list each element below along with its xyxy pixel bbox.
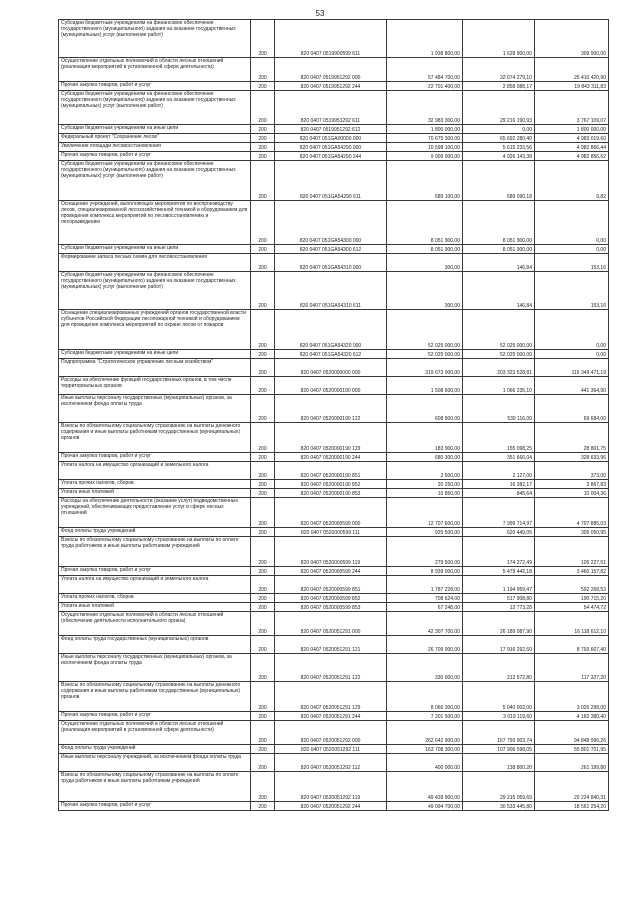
row-budget-code: 820 0407 0520000190 000 bbox=[275, 377, 387, 395]
row-line-code: 200 bbox=[251, 395, 275, 423]
row-executed-amount: 8 051 900,00 bbox=[463, 201, 535, 245]
row-name: Уплата налога на имущество организаций и земельного налога bbox=[59, 576, 251, 594]
row-name: Подпрограмма "Стратегическое управление лесным хозяйством" bbox=[59, 359, 251, 377]
row-remaining-amount: 18 561 254,20 bbox=[535, 802, 609, 811]
row-budget-code: 820 0407 0519951292 612 bbox=[275, 125, 387, 134]
row-name: Осуществление отдельных полномочий в области лесных отношений (реализация мероприятий в установленной сфере деятельности) bbox=[59, 721, 251, 745]
row-line-code: 200 bbox=[251, 58, 275, 82]
row-name: Уплата налога на имущество организаций и земельного налога bbox=[59, 462, 251, 480]
row-budget-code: 820 0407 0520000599 853 bbox=[275, 603, 387, 612]
row-approved-amount: 183 900,00 bbox=[387, 423, 463, 453]
row-executed-amount: 138 800,20 bbox=[463, 754, 535, 772]
row-line-code: 200 bbox=[251, 423, 275, 453]
row-budget-code: 820 0407 0519951292 000 bbox=[275, 58, 387, 82]
table-row bbox=[59, 423, 609, 453]
table-row bbox=[59, 721, 609, 745]
row-line-code: 200 bbox=[251, 576, 275, 594]
row-approved-amount: 300,00 bbox=[387, 254, 463, 272]
row-approved-amount: 12 707 600,00 bbox=[387, 498, 463, 528]
row-executed-amount: 174 272,49 bbox=[463, 537, 535, 567]
table-row bbox=[59, 359, 609, 377]
row-line-code: 200 bbox=[251, 603, 275, 612]
row-budget-code: 820 0407 0520051291 000 bbox=[275, 612, 387, 636]
row-name: Субсидии бюджетным учреждениям на финансовое обеспечение государственного (муниципального) задания на оказание государственных (муниципальных) услуг (выполнение работ) bbox=[59, 161, 251, 201]
table-row bbox=[59, 567, 609, 576]
row-executed-amount: 3 019 119,60 bbox=[463, 712, 535, 721]
row-name: Иные выплаты персоналу государственных (муниципальных) органов, за исключением фонда оплаты труда bbox=[59, 395, 251, 423]
row-approved-amount: 10 598 100,00 bbox=[387, 143, 463, 152]
row-executed-amount: 517 908,80 bbox=[463, 594, 535, 603]
row-name: Уплата иных платежей bbox=[59, 489, 251, 498]
row-approved-amount: 26 709 900,00 bbox=[387, 636, 463, 654]
row-name: Взносы по обязательному социальному страхованию на выплаты денежного содержания и иные выплаты работникам государственных (муниципальных) органов bbox=[59, 423, 251, 453]
row-executed-amount: 17 916 292,60 bbox=[463, 636, 535, 654]
row-remaining-amount: 20 224 840,31 bbox=[535, 772, 609, 802]
row-remaining-amount: 261 199,80 bbox=[535, 754, 609, 772]
row-remaining-amount: 3 767 109,07 bbox=[535, 91, 609, 125]
table-row bbox=[59, 310, 609, 350]
row-approved-amount: 52 025 000,00 bbox=[387, 350, 463, 359]
table-row bbox=[59, 528, 609, 537]
row-name: Иные выплаты персоналу учреждений, за исключением фонда оплаты труда bbox=[59, 754, 251, 772]
row-budget-code: 820 0407 0520051292 112 bbox=[275, 754, 387, 772]
row-remaining-amount: 4 983 019,60 bbox=[535, 134, 609, 143]
row-name: Увеличение площади лесовосстановления bbox=[59, 143, 251, 152]
row-line-code: 200 bbox=[251, 772, 275, 802]
row-name: Прочая закупка товаров, работ и услуг bbox=[59, 802, 251, 811]
row-executed-amount: 155 098,25 bbox=[463, 423, 535, 453]
row-name: Взносы по обязательному социальному страхованию на выплаты денежного содержания и иные выплаты работникам государственных (муниципальных) органов bbox=[59, 682, 251, 712]
row-executed-amount: 32 074 279,10 bbox=[463, 58, 535, 82]
row-remaining-amount: 19 843 311,83 bbox=[535, 82, 609, 91]
row-name: Формирование запаса лесных семян для лесовосстановления bbox=[59, 254, 251, 272]
row-name: Прочая закупка товаров, работ и услуг bbox=[59, 567, 251, 576]
table-row bbox=[59, 58, 609, 82]
row-budget-code: 820 0407 0519951292 244 bbox=[275, 82, 387, 91]
row-name: Субсидии бюджетным учреждениям на иные цели bbox=[59, 125, 251, 134]
row-executed-amount: 5 479 442,18 bbox=[463, 567, 535, 576]
row-name: Оснащение специализированных учреждений органов государственной власти субъектов Российской Федерации лесопожарной техникой и оборудованием для проведения комплекса мероприятий по охране лесов от пожаров bbox=[59, 310, 251, 350]
row-budget-code: 820 0407 0520000000 000 bbox=[275, 359, 387, 377]
page-number: 53 bbox=[315, 9, 325, 18]
row-approved-amount: 57 484 700,00 bbox=[387, 58, 463, 82]
row-line-code: 200 bbox=[251, 802, 275, 811]
row-line-code: 200 bbox=[251, 712, 275, 721]
row-remaining-amount: 3 867,83 bbox=[535, 480, 609, 489]
table-row bbox=[59, 453, 609, 462]
row-executed-amount: 26 189 087,90 bbox=[463, 612, 535, 636]
row-line-code: 200 bbox=[251, 254, 275, 272]
row-approved-amount: 70 675 300,00 bbox=[387, 134, 463, 143]
table-body bbox=[59, 20, 609, 811]
row-executed-amount: 52 025 000,00 bbox=[463, 310, 535, 350]
row-budget-code: 820 0407 0520051292 244 bbox=[275, 802, 387, 811]
row-remaining-amount: 4 982 866,44 bbox=[535, 143, 609, 152]
table-row bbox=[59, 377, 609, 395]
table-row bbox=[59, 480, 609, 489]
row-line-code: 200 bbox=[251, 498, 275, 528]
row-budget-code: 820 0407 051GA54290 244 bbox=[275, 152, 387, 161]
row-approved-amount: 708 624,00 bbox=[387, 594, 463, 603]
row-line-code: 200 bbox=[251, 567, 275, 576]
row-approved-amount: 20 250,00 bbox=[387, 480, 463, 489]
row-line-code: 200 bbox=[251, 636, 275, 654]
row-approved-amount: 1 938 800,00 bbox=[387, 20, 463, 58]
row-budget-code: 820 0407 0520051291 244 bbox=[275, 712, 387, 721]
row-executed-amount: 30 533 445,80 bbox=[463, 802, 535, 811]
table-row bbox=[59, 636, 609, 654]
row-line-code: 200 bbox=[251, 91, 275, 125]
row-remaining-amount: 69 684,00 bbox=[535, 395, 609, 423]
row-name: Уплата иных платежей bbox=[59, 603, 251, 612]
table-row bbox=[59, 143, 609, 152]
row-line-code: 200 bbox=[251, 82, 275, 91]
row-approved-amount: 1 800 000,00 bbox=[387, 125, 463, 134]
table-row bbox=[59, 712, 609, 721]
row-executed-amount: 539 116,00 bbox=[463, 395, 535, 423]
row-approved-amount: 279 500,00 bbox=[387, 537, 463, 567]
row-name: Фонд оплаты труда учреждений bbox=[59, 745, 251, 754]
row-remaining-amount: 373,00 bbox=[535, 462, 609, 480]
row-line-code: 200 bbox=[251, 654, 275, 682]
row-executed-amount: 7 999 714,97 bbox=[463, 498, 535, 528]
row-name: Уплата прочих налогов, сборов bbox=[59, 480, 251, 489]
row-executed-amount: 1 628 900,00 bbox=[463, 20, 535, 58]
row-approved-amount: 32 983 300,00 bbox=[387, 91, 463, 125]
table-row bbox=[59, 462, 609, 480]
table-row bbox=[59, 245, 609, 254]
row-remaining-amount: 117 327,20 bbox=[535, 654, 609, 682]
row-budget-code: 820 0407 0519951292 611 bbox=[275, 91, 387, 125]
row-line-code: 200 bbox=[251, 528, 275, 537]
row-approved-amount: 67 248,00 bbox=[387, 603, 463, 612]
row-approved-amount: 10 850,00 bbox=[387, 489, 463, 498]
row-approved-amount: 9 909 000,00 bbox=[387, 152, 463, 161]
row-approved-amount: 925 500,00 bbox=[387, 528, 463, 537]
row-budget-code: 820 0407 0520000599 111 bbox=[275, 528, 387, 537]
row-executed-amount: 5 040 002,00 bbox=[463, 682, 535, 712]
row-line-code: 200 bbox=[251, 272, 275, 310]
row-remaining-amount: 153,16 bbox=[535, 254, 609, 272]
table-row bbox=[59, 152, 609, 161]
row-remaining-amount: 592 268,53 bbox=[535, 576, 609, 594]
row-executed-amount: 2 858 088,17 bbox=[463, 82, 535, 91]
row-name: Прочая закупка товаров, работ и услуг bbox=[59, 152, 251, 161]
row-budget-code: 820 0407 0520051291 129 bbox=[275, 682, 387, 712]
row-budget-code: 820 0407 0520000190 244 bbox=[275, 453, 387, 462]
row-budget-code: 820 0407 0520051292 111 bbox=[275, 745, 387, 754]
row-budget-code: 820 0407 051GA00000 000 bbox=[275, 134, 387, 143]
row-budget-code: 820 0407 051GA54320 612 bbox=[275, 350, 387, 359]
row-approved-amount: 1 508 600,00 bbox=[387, 377, 463, 395]
row-executed-amount: 65 692 280,40 bbox=[463, 134, 535, 143]
row-budget-code: 820 0407 051GA54310 611 bbox=[275, 272, 387, 310]
row-line-code: 200 bbox=[251, 754, 275, 772]
row-budget-code: 820 0407 051GA54290 000 bbox=[275, 143, 387, 152]
row-line-code: 200 bbox=[251, 20, 275, 58]
row-executed-amount: 8 051 900,00 bbox=[463, 245, 535, 254]
row-line-code: 200 bbox=[251, 161, 275, 201]
row-name: Взносы по обязательному социальному страхованию на выплаты по оплате труда работников и иные выплаты работникам учреждений bbox=[59, 772, 251, 802]
row-budget-code: 820 0407 0520000190 853 bbox=[275, 489, 387, 498]
row-approved-amount: 1 787 228,00 bbox=[387, 576, 463, 594]
row-remaining-amount: 441 364,90 bbox=[535, 377, 609, 395]
row-executed-amount: 5 615 233,56 bbox=[463, 143, 535, 152]
row-line-code: 200 bbox=[251, 462, 275, 480]
row-line-code: 200 bbox=[251, 310, 275, 350]
row-approved-amount: 49 439 900,00 bbox=[387, 772, 463, 802]
row-executed-amount: 620 449,05 bbox=[463, 528, 535, 537]
row-remaining-amount: 94 848 996,26 bbox=[535, 721, 609, 745]
row-remaining-amount: 0,00 bbox=[535, 310, 609, 350]
row-remaining-amount: 4 982 856,62 bbox=[535, 152, 609, 161]
row-budget-code: 820 0407 0520000599 851 bbox=[275, 576, 387, 594]
row-approved-amount: 8 939 000,00 bbox=[387, 567, 463, 576]
row-approved-amount: 300,00 bbox=[387, 272, 463, 310]
row-line-code: 200 bbox=[251, 134, 275, 143]
row-remaining-amount: 25 410 420,90 bbox=[535, 58, 609, 82]
table-row bbox=[59, 395, 609, 423]
row-remaining-amount: 4 182 380,40 bbox=[535, 712, 609, 721]
table-row bbox=[59, 91, 609, 125]
row-executed-amount: 146,84 bbox=[463, 254, 535, 272]
row-remaining-amount: 105 227,51 bbox=[535, 537, 609, 567]
row-budget-code: 820 0407 0519900599 611 bbox=[275, 20, 387, 58]
row-approved-amount: 8 051 900,00 bbox=[387, 245, 463, 254]
row-line-code: 200 bbox=[251, 489, 275, 498]
row-approved-amount: 330 000,00 bbox=[387, 654, 463, 682]
row-line-code: 200 bbox=[251, 152, 275, 161]
row-remaining-amount: 328 633,96 bbox=[535, 453, 609, 462]
table-row bbox=[59, 254, 609, 272]
row-name: Фонд оплаты труда государственных (муниципальных) органов bbox=[59, 636, 251, 654]
row-remaining-amount: 0,00 bbox=[535, 350, 609, 359]
row-executed-amount: 212 672,80 bbox=[463, 654, 535, 682]
row-executed-amount: 12 773,28 bbox=[463, 603, 535, 612]
table-row bbox=[59, 20, 609, 58]
table-row bbox=[59, 161, 609, 201]
row-approved-amount: 400 000,00 bbox=[387, 754, 463, 772]
budget-execution-table bbox=[58, 19, 609, 811]
row-approved-amount: 608 900,00 bbox=[387, 395, 463, 423]
table-row bbox=[59, 745, 609, 754]
row-remaining-amount: 0,00 bbox=[535, 245, 609, 254]
row-remaining-amount: 305 050,95 bbox=[535, 528, 609, 537]
row-budget-code: 820 0407 0520000599 244 bbox=[275, 567, 387, 576]
row-remaining-amount: 10 004,36 bbox=[535, 489, 609, 498]
row-name: Расходы на обеспечение деятельности (оказание услуг) подведомственных учреждений, обеспечивающих предоставление услуг в сфере лесных отношений bbox=[59, 498, 251, 528]
row-budget-code: 820 0407 051GA54310 000 bbox=[275, 254, 387, 272]
row-budget-code: 820 0407 051GA54320 000 bbox=[275, 310, 387, 350]
row-budget-code: 820 0407 0520051291 121 bbox=[275, 636, 387, 654]
row-name: Субсидии бюджетным учреждениям на финансовое обеспечение государственного (муниципального) задания на оказание государственных (муниципальных) услуг (выполнение работ) bbox=[59, 91, 251, 125]
row-name: Расходы на обеспечение функций государственных органов, в том числе территориальных органов bbox=[59, 377, 251, 395]
table-row bbox=[59, 125, 609, 134]
row-approved-amount: 2 500,00 bbox=[387, 462, 463, 480]
row-line-code: 200 bbox=[251, 377, 275, 395]
row-remaining-amount: 1 800 000,00 bbox=[535, 125, 609, 134]
row-name: Прочая закупка товаров, работ и услуг bbox=[59, 82, 251, 91]
row-remaining-amount: 28 801,75 bbox=[535, 423, 609, 453]
row-budget-code: 820 0407 0520000599 119 bbox=[275, 537, 387, 567]
row-line-code: 200 bbox=[251, 745, 275, 754]
row-name: Фонд оплаты труда учреждений bbox=[59, 528, 251, 537]
row-executed-amount: 689 090,18 bbox=[463, 161, 535, 201]
row-approved-amount: 7 201 500,00 bbox=[387, 712, 463, 721]
table-row bbox=[59, 594, 609, 603]
table-row bbox=[59, 654, 609, 682]
row-line-code: 200 bbox=[251, 480, 275, 489]
row-budget-code: 820 0407 051GA54300 612 bbox=[275, 245, 387, 254]
table-row bbox=[59, 272, 609, 310]
row-approved-amount: 8 066 300,00 bbox=[387, 682, 463, 712]
row-executed-amount: 107 906 598,05 bbox=[463, 745, 535, 754]
row-approved-amount: 42 307 700,00 bbox=[387, 612, 463, 636]
row-line-code: 200 bbox=[251, 245, 275, 254]
row-budget-code: 820 0407 051GA54290 611 bbox=[275, 161, 387, 201]
row-name: Прочая закупка товаров, работ и услуг bbox=[59, 712, 251, 721]
row-name: Оснащение учреждений, выполняющих мероприятия по воспроизводству лесов, специализированной лесохозяйственной техникой и оборудованием для проведения комплекса мероприятий по лесовосстановлению и лесоразведению bbox=[59, 201, 251, 245]
row-name: Взносы по обязательному социальному страхованию на выплаты по оплате труда работников и иные выплаты работникам учреждений bbox=[59, 537, 251, 567]
row-name: Субсидии бюджетным учреждениям на иные цели bbox=[59, 350, 251, 359]
row-remaining-amount: 116 349 471,19 bbox=[535, 359, 609, 377]
row-approved-amount: 8 051 900,00 bbox=[387, 201, 463, 245]
row-remaining-amount: 8 793 607,40 bbox=[535, 636, 609, 654]
row-budget-code: 820 0407 0520000190 851 bbox=[275, 462, 387, 480]
table-row bbox=[59, 201, 609, 245]
table-row bbox=[59, 772, 609, 802]
row-budget-code: 820 0407 051GA54300 000 bbox=[275, 201, 387, 245]
row-approved-amount: 319 673 000,00 bbox=[387, 359, 463, 377]
row-remaining-amount: 153,16 bbox=[535, 272, 609, 310]
row-name: Прочая закупка товаров, работ и услуг bbox=[59, 453, 251, 462]
table-row bbox=[59, 603, 609, 612]
row-line-code: 200 bbox=[251, 612, 275, 636]
row-name: Осуществление отдельных полномочий в области лесных отношений (обеспечение деятельности исполнительного органа) bbox=[59, 612, 251, 636]
row-budget-code: 820 0407 0520000190 129 bbox=[275, 423, 387, 453]
table-row bbox=[59, 802, 609, 811]
row-executed-amount: 351 666,04 bbox=[463, 453, 535, 462]
row-name: Уплата прочих налогов, сборов bbox=[59, 594, 251, 603]
row-approved-amount: 163 708 300,00 bbox=[387, 745, 463, 754]
row-remaining-amount: 309 900,00 bbox=[535, 20, 609, 58]
row-executed-amount: 52 025 000,00 bbox=[463, 350, 535, 359]
row-approved-amount: 52 025 000,00 bbox=[387, 310, 463, 350]
row-line-code: 200 bbox=[251, 359, 275, 377]
row-approved-amount: 689 100,00 bbox=[387, 161, 463, 201]
row-name: Иные выплаты персоналу государственных (муниципальных) органов, за исключением фонда оплаты труда bbox=[59, 654, 251, 682]
row-executed-amount: 1 066 235,10 bbox=[463, 377, 535, 395]
row-remaining-amount: 3 026 298,00 bbox=[535, 682, 609, 712]
row-line-code: 200 bbox=[251, 594, 275, 603]
table-row bbox=[59, 498, 609, 528]
row-name: Субсидии бюджетным учреждениям на финансовое обеспечение государственного (муниципального) задания на оказание государственных (муниципальных) услуг (выполнение работ) bbox=[59, 20, 251, 58]
row-executed-amount: 16 382,17 bbox=[463, 480, 535, 489]
row-name: Субсидии бюджетным учреждениям на финансовое обеспечение государственного (муниципального) задания на оказание государственных (муниципальных) услуг (выполнение работ) bbox=[59, 272, 251, 310]
row-budget-code: 820 0407 0520051292 119 bbox=[275, 772, 387, 802]
row-approved-amount: 262 642 900,00 bbox=[387, 721, 463, 745]
table-row bbox=[59, 537, 609, 567]
row-line-code: 200 bbox=[251, 721, 275, 745]
row-budget-code: 820 0407 0520000599 000 bbox=[275, 498, 387, 528]
row-approved-amount: 680 300,00 bbox=[387, 453, 463, 462]
row-line-code: 200 bbox=[251, 201, 275, 245]
row-remaining-amount: 190 715,20 bbox=[535, 594, 609, 603]
row-executed-amount: 1 194 959,47 bbox=[463, 576, 535, 594]
row-executed-amount: 4 926 143,38 bbox=[463, 152, 535, 161]
row-executed-amount: 2 127,00 bbox=[463, 462, 535, 480]
row-remaining-amount: 3 460 157,82 bbox=[535, 567, 609, 576]
row-executed-amount: 29 215 059,69 bbox=[463, 772, 535, 802]
table-row bbox=[59, 134, 609, 143]
row-budget-code: 820 0407 0520000599 852 bbox=[275, 594, 387, 603]
table-row bbox=[59, 576, 609, 594]
row-remaining-amount: 0,00 bbox=[535, 201, 609, 245]
table-row bbox=[59, 82, 609, 91]
row-remaining-amount: 55 801 701,95 bbox=[535, 745, 609, 754]
row-budget-code: 820 0407 0520000190 852 bbox=[275, 480, 387, 489]
row-line-code: 200 bbox=[251, 350, 275, 359]
row-budget-code: 820 0407 0520051292 000 bbox=[275, 721, 387, 745]
row-line-code: 200 bbox=[251, 537, 275, 567]
row-line-code: 200 bbox=[251, 125, 275, 134]
row-remaining-amount: 9,82 bbox=[535, 161, 609, 201]
table-row bbox=[59, 682, 609, 712]
table-row bbox=[59, 754, 609, 772]
row-approved-amount: 22 701 400,00 bbox=[387, 82, 463, 91]
row-executed-amount: 0,00 bbox=[463, 125, 535, 134]
row-line-code: 200 bbox=[251, 143, 275, 152]
row-remaining-amount: 54 474,72 bbox=[535, 603, 609, 612]
table-row bbox=[59, 489, 609, 498]
row-executed-amount: 845,64 bbox=[463, 489, 535, 498]
row-executed-amount: 203 323 528,81 bbox=[463, 359, 535, 377]
row-executed-amount: 167 793 903,74 bbox=[463, 721, 535, 745]
table-row bbox=[59, 350, 609, 359]
row-executed-amount: 146,84 bbox=[463, 272, 535, 310]
table-row bbox=[59, 612, 609, 636]
row-budget-code: 820 0407 0520000190 122 bbox=[275, 395, 387, 423]
row-remaining-amount: 4 707 885,03 bbox=[535, 498, 609, 528]
row-name: Федеральный проект "Сохранение лесов" bbox=[59, 134, 251, 143]
row-line-code: 200 bbox=[251, 453, 275, 462]
row-approved-amount: 49 094 700,00 bbox=[387, 802, 463, 811]
row-executed-amount: 29 216 190,93 bbox=[463, 91, 535, 125]
row-budget-code: 820 0407 0520051291 122 bbox=[275, 654, 387, 682]
row-line-code: 200 bbox=[251, 682, 275, 712]
row-remaining-amount: 16 118 612,10 bbox=[535, 612, 609, 636]
row-name: Субсидии бюджетным учреждениям на иные цели bbox=[59, 245, 251, 254]
row-name: Осуществление отдельных полномочий в области лесных отношений (реализация мероприятий в установленной сфере деятельности) bbox=[59, 58, 251, 82]
